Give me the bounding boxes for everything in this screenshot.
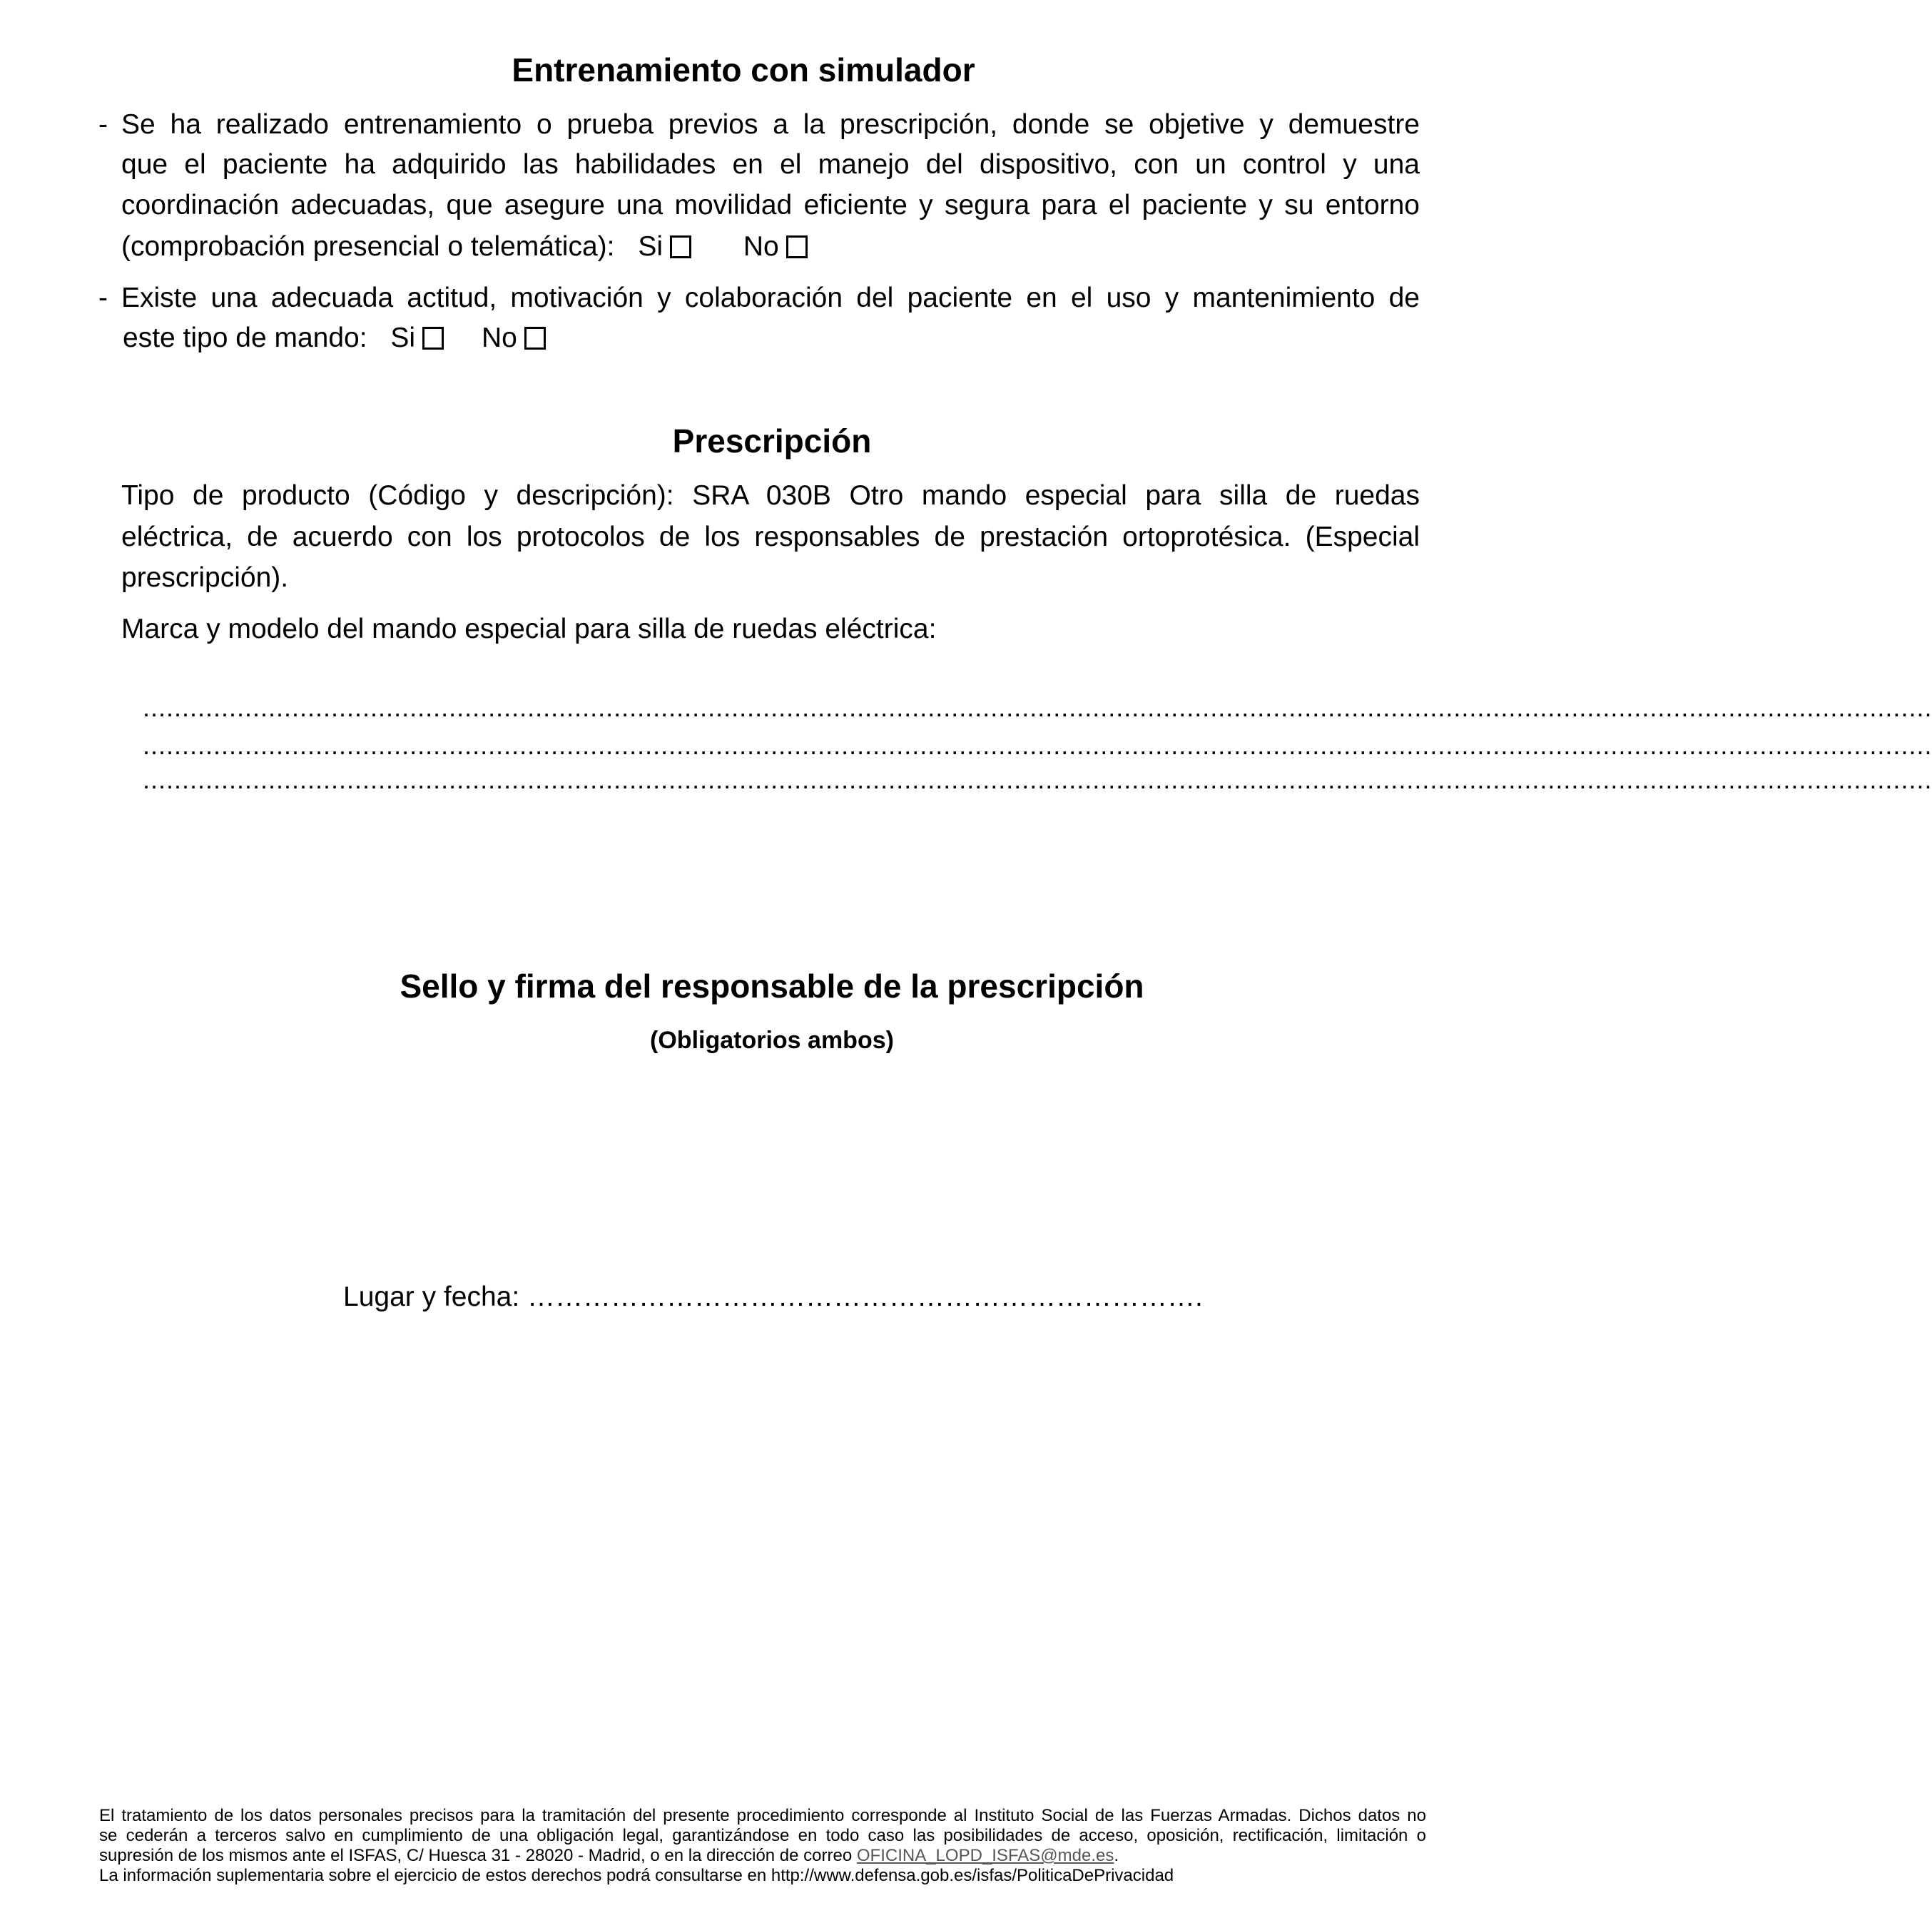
lugar-fecha-field[interactable]: [343, 1277, 1203, 1317]
footer-line: [99, 1846, 1426, 1866]
no-label: No: [481, 323, 517, 353]
dotted-input-line[interactable]: ....................................................................................................................................................................................................................................: [143, 765, 1932, 794]
paragraph-line: prescripción).: [121, 562, 289, 593]
section-title-entrenamiento: Entrenamiento con simulador: [512, 51, 975, 88]
paragraph-text: (comprobación presencial o telemática):: [121, 231, 615, 262]
lugar-fecha-label: Lugar y fecha:: [343, 1282, 520, 1312]
paragraph-line: eléctrica, de acuerdo con los protocolos de los responsables de prestación ortoprotésica. (Especial: [121, 522, 1420, 552]
paragraph-line-with-checkboxes: [123, 318, 1421, 358]
si-label: Si: [638, 231, 664, 262]
si-label: Si: [390, 323, 416, 353]
footer-line: se cederán a terceros salvo en cumplimiento de una obligación legal, garantizándose en todo caso las posibilidades de acceso, oposición, rectificación, limitación o: [99, 1826, 1426, 1845]
bullet: -: [98, 109, 108, 140]
dotted-input-line[interactable]: ....................................................................................................................................................................................................................................: [143, 731, 1932, 760]
paragraph-line: Existe una adecuada actitud, motivación y colaboración del paciente en el uso y mantenimiento de: [121, 283, 1420, 313]
paragraph-line: Se ha realizado entrenamiento o prueba previos a la prescripción, donde se objetive y demuestre: [121, 109, 1420, 140]
paragraph-text: este tipo de mando:: [123, 323, 367, 353]
footer-line: La información suplementaria sobre el ejercicio de estos derechos podrá consultarse en http://www.defensa.gob.es/isfas/PoliticaDePrivacidad: [99, 1866, 1174, 1885]
footer-line: El tratamiento de los datos personales precisos para la tramitación del presente procedimiento corresponde al Instituto Social de las Fuerzas Armadas. Dichos datos no: [99, 1806, 1426, 1825]
section-title-prescripcion: Prescripción: [672, 422, 872, 460]
section-title-sello-firma: Sello y firma del responsable de la prescripción: [400, 968, 1144, 1005]
si-checkbox[interactable]: [670, 235, 691, 258]
footer-text: .: [1114, 1846, 1119, 1865]
section-subtitle: (Obligatorios ambos): [650, 1027, 894, 1054]
paragraph-line: Tipo de producto (Código y descripción): SRA 030B Otro mando especial para silla de ruedas: [121, 480, 1420, 511]
footer-email-link[interactable]: OFICINA_LOPD_ISFAS@mde.es: [856, 1846, 1114, 1865]
footer-text: supresión de los mismos ante el ISFAS, C/ Huesca 31 - 28020 - Madrid, o en la dirección de correo: [99, 1846, 853, 1865]
paragraph-line: que el paciente ha adquirido las habilidades en el manejo del dispositivo, con un control y una: [121, 149, 1420, 180]
lugar-fecha-dots[interactable]: ……………………………………………………………….: [527, 1282, 1203, 1312]
bullet: -: [98, 283, 108, 313]
no-label: No: [743, 231, 779, 262]
paragraph-line-with-checkboxes: [121, 227, 1420, 267]
no-checkbox[interactable]: [786, 235, 808, 258]
marca-label: Marca y modelo del mando especial para silla de ruedas eléctrica:: [121, 614, 937, 644]
paragraph-line: coordinación adecuadas, que asegure una movilidad eficiente y segura para el paciente y su entorno: [121, 190, 1420, 220]
si-checkbox[interactable]: [422, 327, 444, 350]
no-checkbox[interactable]: [524, 327, 546, 350]
dotted-input-line[interactable]: ....................................................................................................................................................................................................................................: [143, 693, 1932, 722]
